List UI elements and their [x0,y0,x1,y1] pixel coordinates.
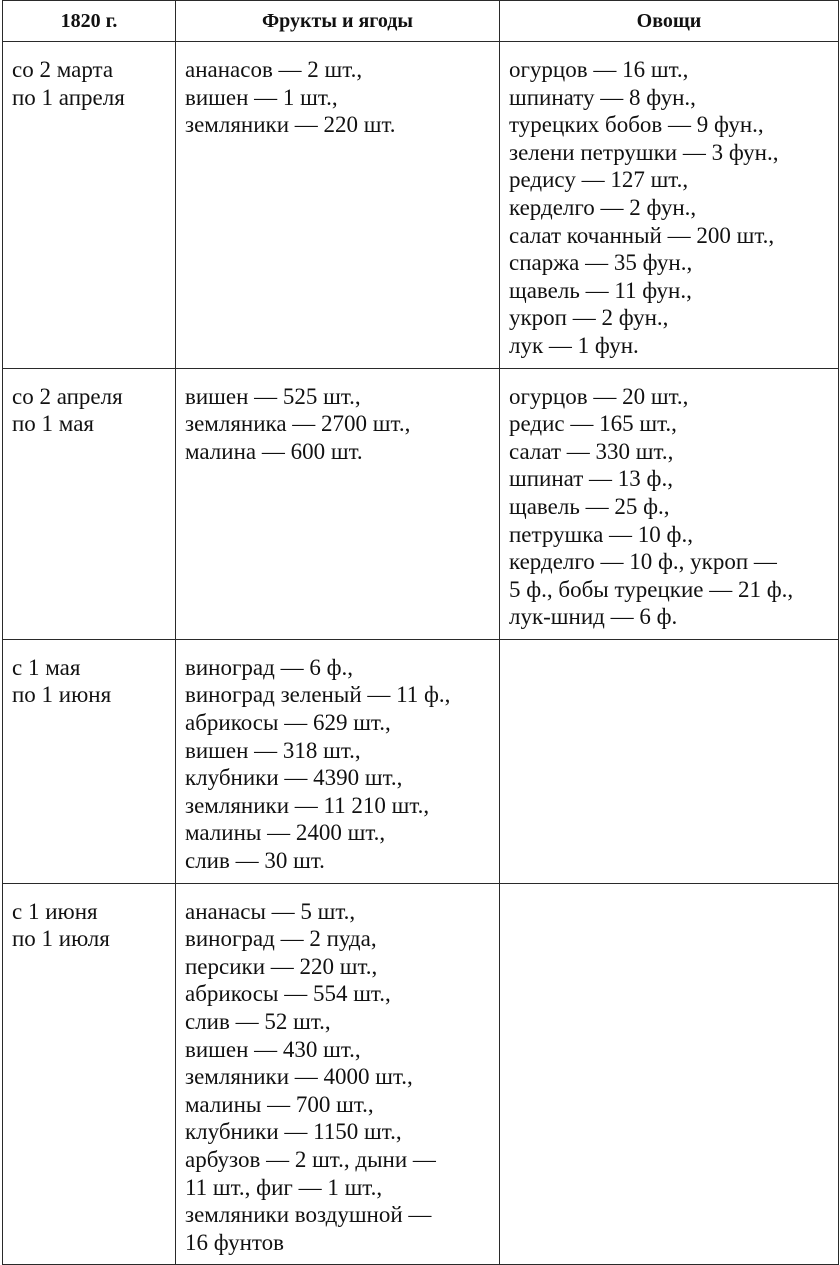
header-vegetables [500,1,839,42]
vegetables-line: зелени петрушки — 3 фун., [509,139,779,165]
fruits-line: виноград зеленый — 11 ф., [185,682,451,708]
fruits-line: 11 шт., фиг — 1 шт., [185,1174,383,1200]
period-line: с 1 мая [12,654,81,680]
fruits-line: персики — 220 шт., [185,953,378,979]
table-row [3,42,839,369]
vegetables-cell [500,883,839,1265]
fruits-line: земляника — 2700 шт., [185,411,411,437]
vegetables-line: щавель — 25 ф., [509,493,670,519]
vegetables-line: салат кочанный — 200 шт., [509,222,775,248]
table-row [3,639,839,883]
vegetables-line: керделго — 2 фун., [509,194,697,220]
fruits-line: малины — 2400 шт., [185,820,386,846]
fruits-line: абрикосы — 629 шт., [185,710,391,736]
fruits-line: вишен — 318 шт., [185,737,361,763]
vegetables-line: спаржа — 35 фун., [509,250,693,276]
vegetables-line: турецких бобов — 9 фун., [509,112,764,138]
fruits-line: арбузов — 2 шт., дыни — [185,1146,436,1172]
fruits-line: земляники — 4000 шт., [185,1064,413,1090]
fruits-cell [176,368,500,639]
fruits-line: абрикосы — 554 шт., [185,981,391,1007]
fruits-cell [176,42,500,369]
fruits-line: 16 фунтов [185,1229,284,1255]
header-fruits [176,1,500,42]
table-row [3,883,839,1265]
fruits-line: вишен — 525 шт., [185,383,361,409]
period-cell [3,883,176,1265]
period-line: по 1 июня [12,682,112,708]
fruits-line: вишен — 1 шт., [185,84,338,110]
vegetables-cell [500,368,839,639]
period-cell [3,368,176,639]
vegetables-line: петрушка — 10 ф., [509,521,693,547]
header-row [3,1,839,42]
vegetables-cell [500,639,839,883]
fruits-line: малина — 600 шт. [185,438,363,464]
fruits-line: слив — 30 шт. [185,848,325,874]
fruits-line: земляники воздушной — [185,1202,432,1228]
fruits-line: ананасы — 5 шт., [185,898,356,924]
vegetables-line: 5 ф., бобы турецкие — 21 ф., [509,576,794,602]
table-row [3,368,839,639]
fruits-line: земляники — 220 шт. [185,112,396,138]
vegetables-line: шпинату — 8 фун., [509,84,696,110]
fruits-line: вишен — 430 шт., [185,1036,361,1062]
period-cell [3,639,176,883]
vegetables-cell [500,42,839,369]
vegetables-line: лук — 1 фун. [509,332,639,358]
period-line: со 2 марта [12,57,114,82]
period-line: по 1 мая [12,411,94,437]
fruits-cell [176,883,500,1265]
period-line: с 1 июня [12,898,98,924]
header-year [3,1,176,42]
fruits-line: земляники — 11 210 шт., [185,792,430,818]
fruits-line: виноград — 2 пуда, [185,926,377,952]
vegetables-line: огурцов — 16 шт., [509,57,689,82]
fruits-line: малины — 700 шт., [185,1091,374,1117]
vegetables-line: лук-шнид — 6 ф. [509,604,678,630]
period-line: по 1 июля [12,926,110,952]
fruits-line: ананасов — 2 шт., [185,57,363,82]
header-vegetables-label: Овощи [636,10,702,32]
fruits-line: клубники — 4390 шт., [185,765,403,791]
vegetables-line: салат — 330 шт., [509,438,674,464]
header-fruits-label: Фрукты и ягоды [261,10,414,32]
period-cell [3,42,176,369]
fruits-line: слив — 52 шт., [185,1009,331,1034]
fruits-cell [176,639,500,883]
vegetables-line: огурцов — 20 шт., [509,383,689,409]
vegetables-line: керделго — 10 ф., укроп — [509,549,777,575]
vegetables-line: редис — 165 шт., [509,411,677,437]
vegetables-line: шпинат — 13 ф., [509,466,673,492]
fruits-line: виноград — 6 ф., [185,654,353,680]
header-year-label: 1820 г. [60,10,118,32]
period-line: со 2 апреля [12,383,123,409]
vegetables-line: щавель — 11 фун., [509,277,692,303]
produce-table [2,0,839,1265]
vegetables-line: укроп — 2 фун., [509,305,669,331]
vegetables-line: редису — 127 шт., [509,167,689,193]
period-line: по 1 апреля [12,84,125,110]
fruits-line: клубники — 1150 шт., [185,1119,402,1145]
